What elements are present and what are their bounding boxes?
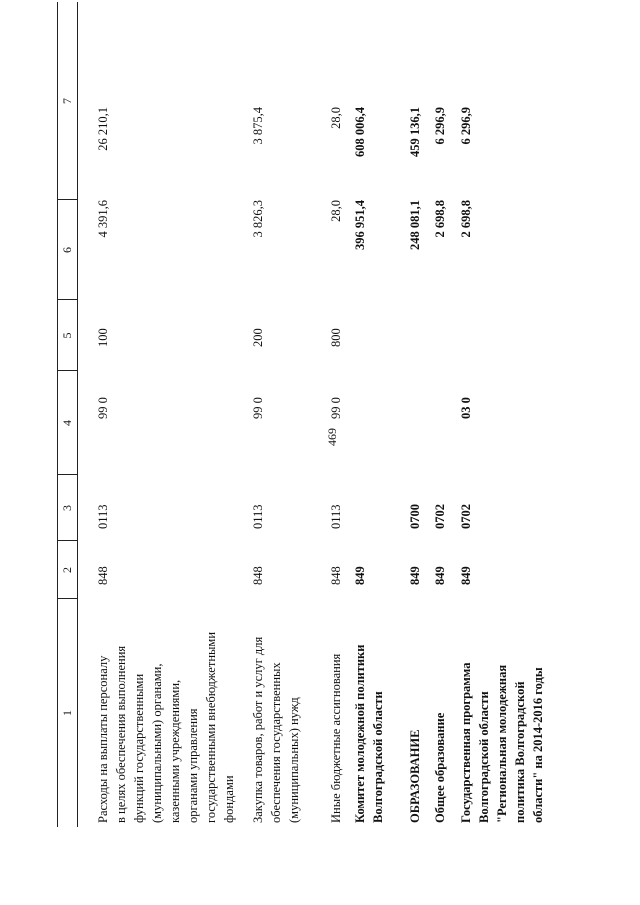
tselevaya-statya: 99 0	[329, 397, 343, 419]
vedomstvo-code: 849	[459, 566, 473, 585]
vedomstvo-code: 849	[408, 566, 422, 585]
row-name: Закупка товаров, работ и услуг для обеспечения государственных (муниципальных) нужд	[251, 636, 301, 823]
amount-6: 2 698,8	[459, 200, 473, 238]
vid-raskhodov: 100	[96, 328, 110, 347]
tselevaya-statya: 03 0	[459, 397, 473, 419]
vedomstvo-code: 849	[433, 566, 447, 585]
header-top-rule	[57, 2, 58, 827]
razdel-code: 0702	[459, 504, 473, 529]
column-header-4: 4	[60, 420, 74, 426]
amount-6: 28,0	[329, 200, 343, 222]
row-name: Расходы на выплаты персоналу в целях обеспечения выполнения функций государственными (муниципальными) органами, казенными учреждениями, органами управления государственными внебюджетными фондами	[96, 631, 236, 823]
amount-6: 2 698,8	[433, 200, 447, 238]
row-name: Иные бюджетные ассигнования	[329, 653, 343, 823]
razdel-code: 0113	[329, 504, 343, 529]
column-header-5: 5	[60, 332, 74, 339]
razdel-code: 0702	[433, 504, 447, 529]
vedomstvo-code: 849	[353, 566, 367, 585]
tselevaya-statya: 99 0	[96, 397, 110, 419]
vedomstvo-code: 848	[329, 566, 343, 585]
amount-7: 26 210,1	[96, 107, 110, 151]
amount-6: 396 951,4	[353, 200, 367, 250]
column-header-3: 3	[60, 505, 74, 511]
amount-7: 3 875,4	[251, 107, 265, 145]
row-name: Общее образование	[433, 712, 447, 823]
amount-6: 4 391,6	[96, 200, 110, 238]
tselevaya-statya: 99 0	[251, 397, 265, 419]
amount-7: 28,0	[329, 107, 343, 129]
amount-7: 608 006,4	[353, 107, 367, 157]
amount-7: 6 296,9	[459, 107, 473, 145]
amount-7: 459 136,1	[408, 107, 422, 157]
amount-6: 3 826,3	[251, 200, 265, 238]
amount-7: 6 296,9	[433, 107, 447, 145]
razdel-code: 0113	[251, 504, 265, 529]
row-name: Государственная программа Волгоградской области "Региональная молодежная политика Волгоградской области" на 2014-2016 годы	[459, 662, 545, 823]
vid-raskhodov: 200	[251, 328, 265, 347]
column-header-6: 6	[60, 247, 74, 253]
page-number: 469	[325, 428, 339, 446]
column-header-2: 2	[60, 567, 74, 573]
amount-6: 248 081,1	[408, 200, 422, 250]
header-bottom-rule	[77, 2, 78, 827]
column-header-1: 1	[60, 710, 74, 716]
razdel-code: 0700	[408, 504, 422, 529]
row-name: ОБРАЗОВАНИЕ	[408, 729, 422, 823]
vedomstvo-code: 848	[251, 566, 265, 585]
razdel-code: 0113	[96, 504, 110, 529]
vedomstvo-code: 848	[96, 566, 110, 585]
budget-table	[57, 2, 545, 827]
vid-raskhodov: 800	[329, 328, 343, 347]
row-name: Комитет молодежной политики Волгоградской области	[353, 644, 385, 823]
column-header-7: 7	[60, 98, 74, 104]
